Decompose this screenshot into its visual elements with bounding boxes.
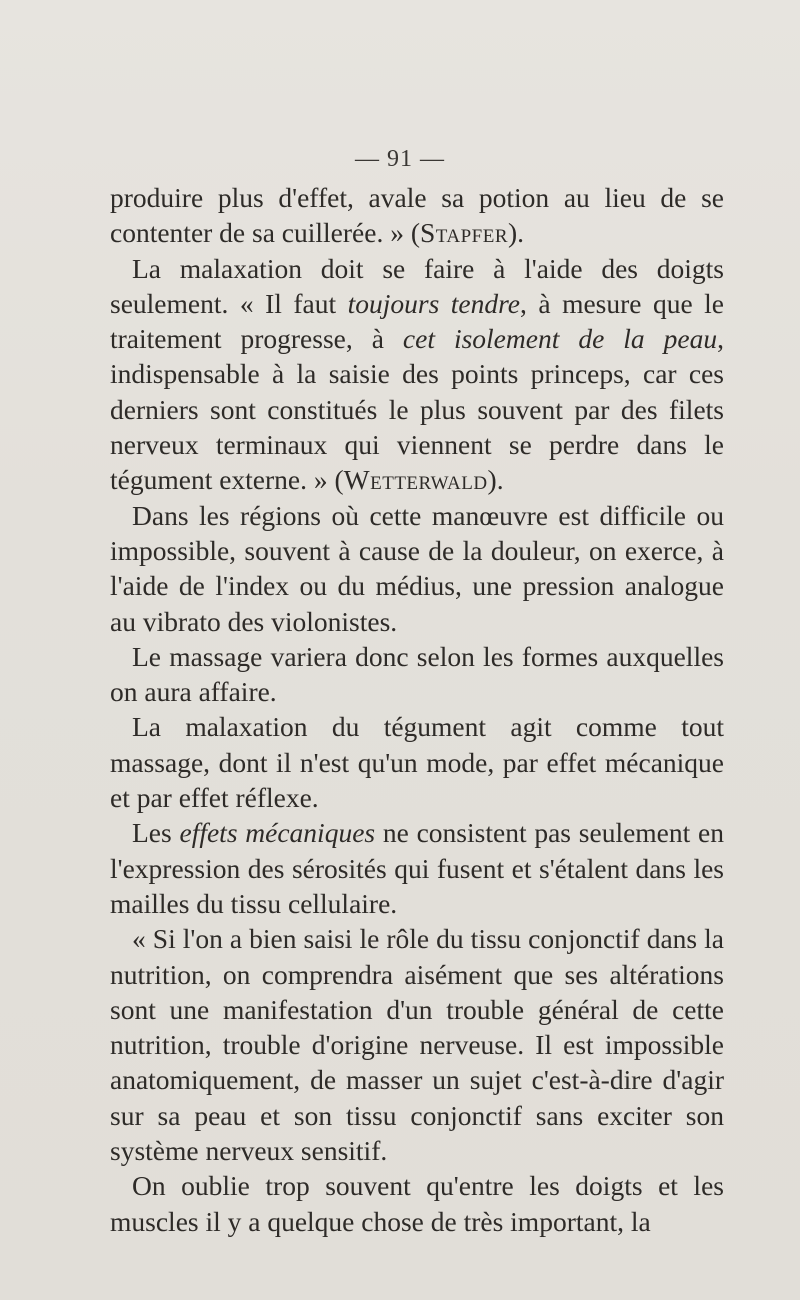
author-name: Wetterwald: [343, 464, 488, 496]
text-segment: , à mesure que le traitement progresse, à: [110, 287, 724, 355]
page-number: — 91 —: [355, 146, 445, 172]
text-segment: ).: [508, 217, 525, 249]
text-segment: On oublie trop souvent qu'entre les doigts et les muscles il y a quelque chose de très important, la: [110, 1170, 724, 1237]
italic-text: cet isolement de la peau: [402, 323, 718, 355]
paragraph: [110, 498, 724, 639]
paragraph: [110, 180, 724, 251]
paragraph: [110, 921, 724, 1168]
text-segment: Les: [132, 817, 180, 849]
text-segment: produire plus d'effet, avale sa potion au lieu de se contenter de sa cuillerée. » (: [110, 182, 724, 249]
paragraph: [110, 815, 724, 921]
text-segment: Dans les régions où cette manœuvre est difficile ou impossible, souvent à cause de la douleur, on exerce, à l'aide de l'index ou du médius, une pression analogue au vibrato des violonistes.: [110, 499, 724, 637]
text-segment: La malaxation doit se faire à l'aide des doigts seulement. « Il faut: [110, 252, 724, 319]
text-segment: ne consistent pas seulement en l'expression des sérosités qui fusent et s'étalent dans les mailles du tissu cellulaire.: [110, 817, 724, 919]
paragraph: [110, 639, 724, 710]
paragraph: [110, 251, 724, 498]
text-segment: , indispensable à la saisie des points princeps, car ces derniers sont constitués le plus souvent par des filets nerveux terminaux qui viennent se perdre dans le tégument externe. » (: [110, 323, 724, 496]
italic-text: effets mécaniques: [179, 817, 376, 849]
italic-text: toujours tendre: [347, 287, 521, 319]
text-segment: ).: [487, 464, 504, 496]
author-name: Stapfer: [419, 217, 508, 249]
text-segment: La malaxation du tégument agit comme tout massage, dont il n'est qu'un mode, par effet mécanique et par effet réflexe.: [110, 711, 724, 814]
body-text: [110, 180, 724, 1239]
text-segment: Le massage variera donc selon les formes auxquelles on aura affaire.: [110, 640, 724, 708]
text-segment: « Si l'on a bien saisi le rôle du tissu conjonctif dans la nutrition, on comprendra aisément que ses altérations sont une manifestation d'un trouble général de cette nutrition, trouble d'origine nerveuse. Il est impossible anatomiquement, de masser un sujet c'est-à-dire d'agir sur sa peau et son tissu conjonctif sans exciter son système nerveux sensitif.: [110, 923, 724, 1167]
paragraph: [110, 709, 724, 815]
paragraph: [110, 1168, 724, 1239]
